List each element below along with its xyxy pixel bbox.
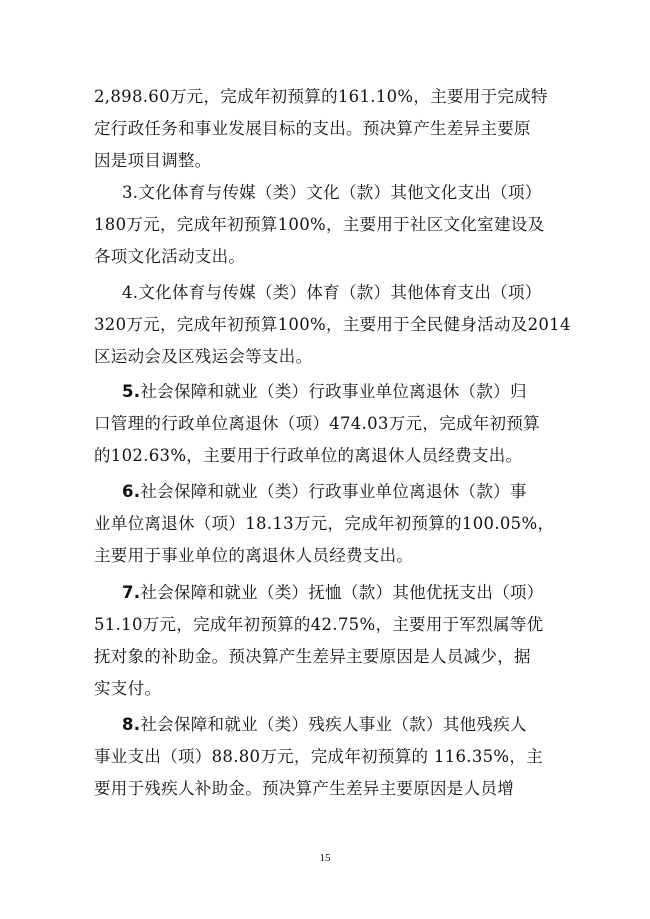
item-number: 6. [122, 482, 141, 501]
item-number: 7. [122, 583, 141, 602]
text-line: 定行政任务和事业发展目标的支出。预决算产生差异主要原 [94, 119, 531, 138]
text-span: 社会保障和就业（类）残疾人事业（款）其他残疾人 [140, 715, 527, 734]
paragraph-6-heading-line [122, 481, 564, 503]
paragraph-4-heading-line: 4.文化体育与传媒（类）体育（款）其他体育支出（项） [122, 283, 542, 302]
text-line: 业单位离退休（项）18.13万元，完成年初预算的100.05%， [94, 514, 555, 533]
text-line: 口管理的行政单位离退休（项）474.03万元，完成年初预算 [94, 414, 540, 433]
text-span: 社会保障和就业（类）抚恤（款）其他优抚支出（项） [140, 583, 544, 602]
text-line: 区运动会及区残运会等支出。 [94, 347, 313, 366]
text-span: 社会保障和就业（类）行政事业单位离退休（款）事 [140, 482, 527, 501]
text-line: 抚对象的补助金。预决算产生差异主要原因是人员减少，据 [94, 647, 531, 666]
text-line: 要用于残疾人补助金。预决算产生差异主要原因是人员增 [94, 779, 514, 798]
text-line: 主要用于事业单位的离退休人员经费支出。 [94, 546, 414, 565]
paragraph-7-heading-line [122, 582, 564, 604]
text-line: 51.10万元，完成年初预算的42.75%，主要用于军烈属等优 [94, 615, 544, 634]
item-number: 5. [122, 382, 141, 401]
text-line: 180万元，完成年初预算100%，主要用于社区文化室建设及 [94, 215, 545, 234]
text-line: 因是项目调整。 [94, 151, 212, 170]
paragraph-3-heading-line: 3.文化体育与传媒（类）文化（款）其他文化支出（项） [122, 183, 542, 202]
paragraph-5-heading-line [122, 381, 564, 403]
text-line: 2,898.60万元，完成年初预算的161.10%，主要用于完成特 [94, 87, 548, 106]
paragraph-8-heading-line [122, 714, 564, 736]
page-number: 15 [319, 852, 331, 864]
text-line: 的102.63%，主要用于行政单位的离退休人员经费支出。 [94, 446, 523, 465]
item-number: 8. [122, 715, 141, 734]
text-line: 320万元，完成年初预算100%，主要用于全民健身活动及2014 [94, 315, 571, 334]
text-span: 社会保障和就业（类）行政事业单位离退休（款）归 [140, 382, 527, 401]
text-line: 事业支出（项）88.80万元，完成年初预算的 116.35%，主 [94, 747, 543, 766]
text-line: 各项文化活动支出。 [94, 247, 246, 266]
text-line: 实支付。 [94, 679, 162, 698]
